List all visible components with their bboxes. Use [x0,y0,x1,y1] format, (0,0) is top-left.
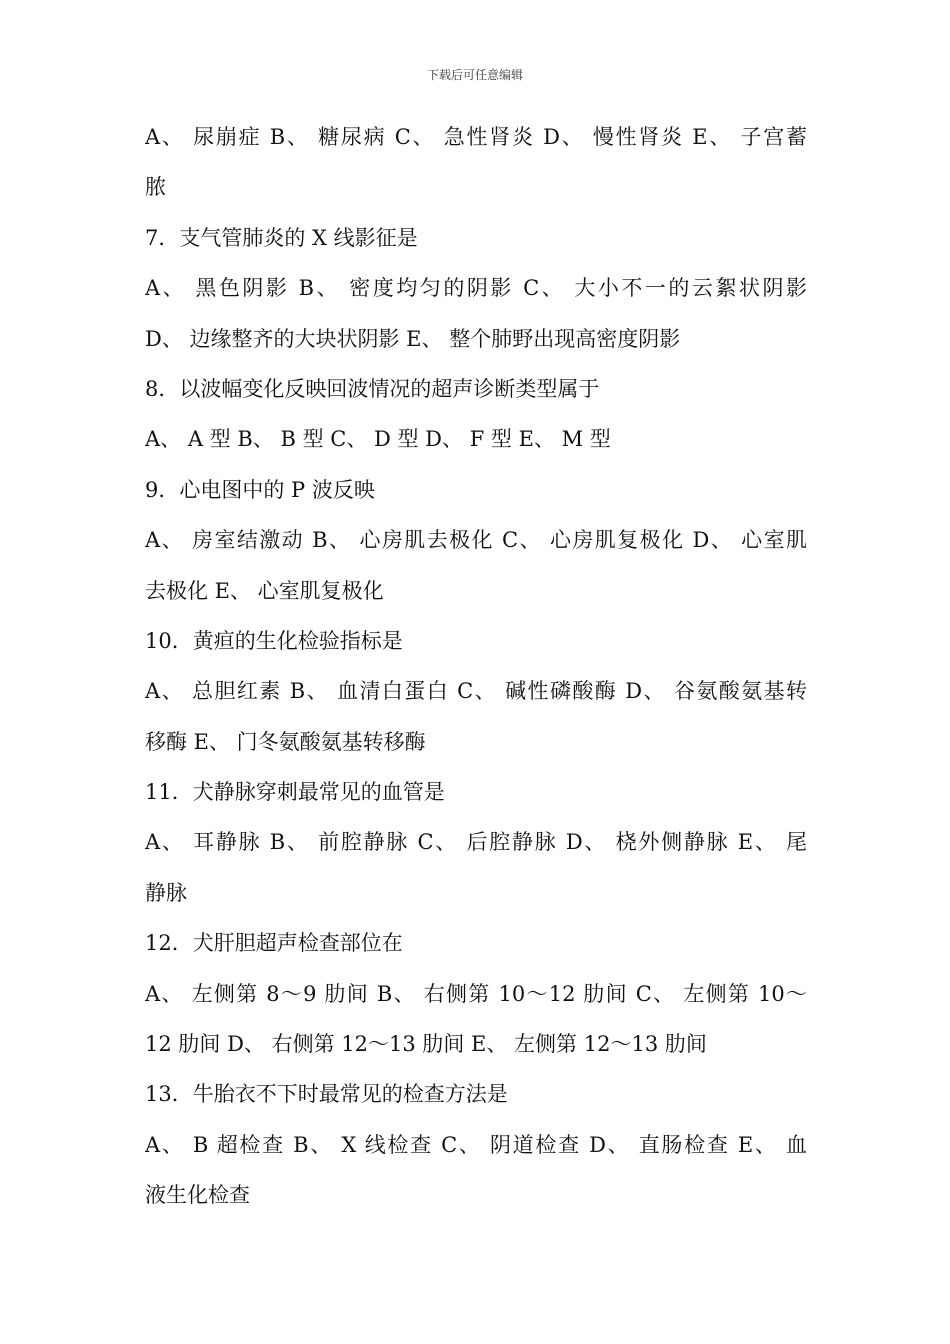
question-title: 7．支气管肺炎的 X 线影征是 [145,225,418,250]
text-line: 静脉 [145,880,187,905]
text-line: 12 肋间 D、 右侧第 12～13 肋间 E、 左侧第 12～13 肋间 [145,1032,707,1057]
question-title: 11．犬静脉穿刺最常见的血管是 [145,780,445,805]
document-body [145,112,807,1221]
text-line: A、 耳静脉 B、 前腔静脉 C、 后腔静脉 D、 桡外侧静脉 E、 尾 [145,830,807,855]
text-line: A、 尿崩症 B、 糖尿病 C、 急性肾炎 D、 慢性肾炎 E、 子宫蓄 [145,125,807,149]
text-line: 液生化检查 [145,1183,250,1208]
text-line: A、 A 型 B、 B 型 C、 D 型 D、 F 型 E、 M 型 [145,427,611,452]
question-title: 8．以波幅变化反映回波情况的超声诊断类型属于 [145,376,600,401]
text-line: 移酶 E、 门冬氨酸氨基转移酶 [145,729,426,754]
question-title: 10．黄疸的生化检验指标是 [145,628,403,653]
text-line: A、 黑色阴影 B、 密度均匀的阴影 C、 大小不一的云絮状阴影 [145,276,807,301]
text-line: A、 房室结激动 B、 心房肌去极化 C、 心房肌复极化 D、 心室肌 [145,528,807,553]
text-line: D、 边缘整齐的大块状阴影 E、 整个肺野出现高密度阴影 [145,326,681,351]
page-header: 下载后可任意编辑 [426,68,523,82]
question-title: 9．心电图中的 P 波反映 [145,477,375,502]
text-line: 脓 [145,175,166,200]
text-line: A、 总胆红素 B、 血清白蛋白 C、 碱性磷酸酶 D、 谷氨酸氨基转 [145,679,807,704]
question-title: 13．牛胎衣不下时最常见的检查方法是 [145,1082,508,1107]
text-line: A、 B 超检查 B、 X 线检查 C、 阴道检查 D、 直肠检查 E、 血 [145,1132,807,1157]
text-line: A、 左侧第 8～9 肋间 B、 右侧第 10～12 肋间 C、 左侧第 10～ [145,981,807,1006]
text-line: 去极化 E、 心室肌复极化 [145,578,384,603]
question-title: 12．犬肝胆超声检查部位在 [145,931,403,956]
